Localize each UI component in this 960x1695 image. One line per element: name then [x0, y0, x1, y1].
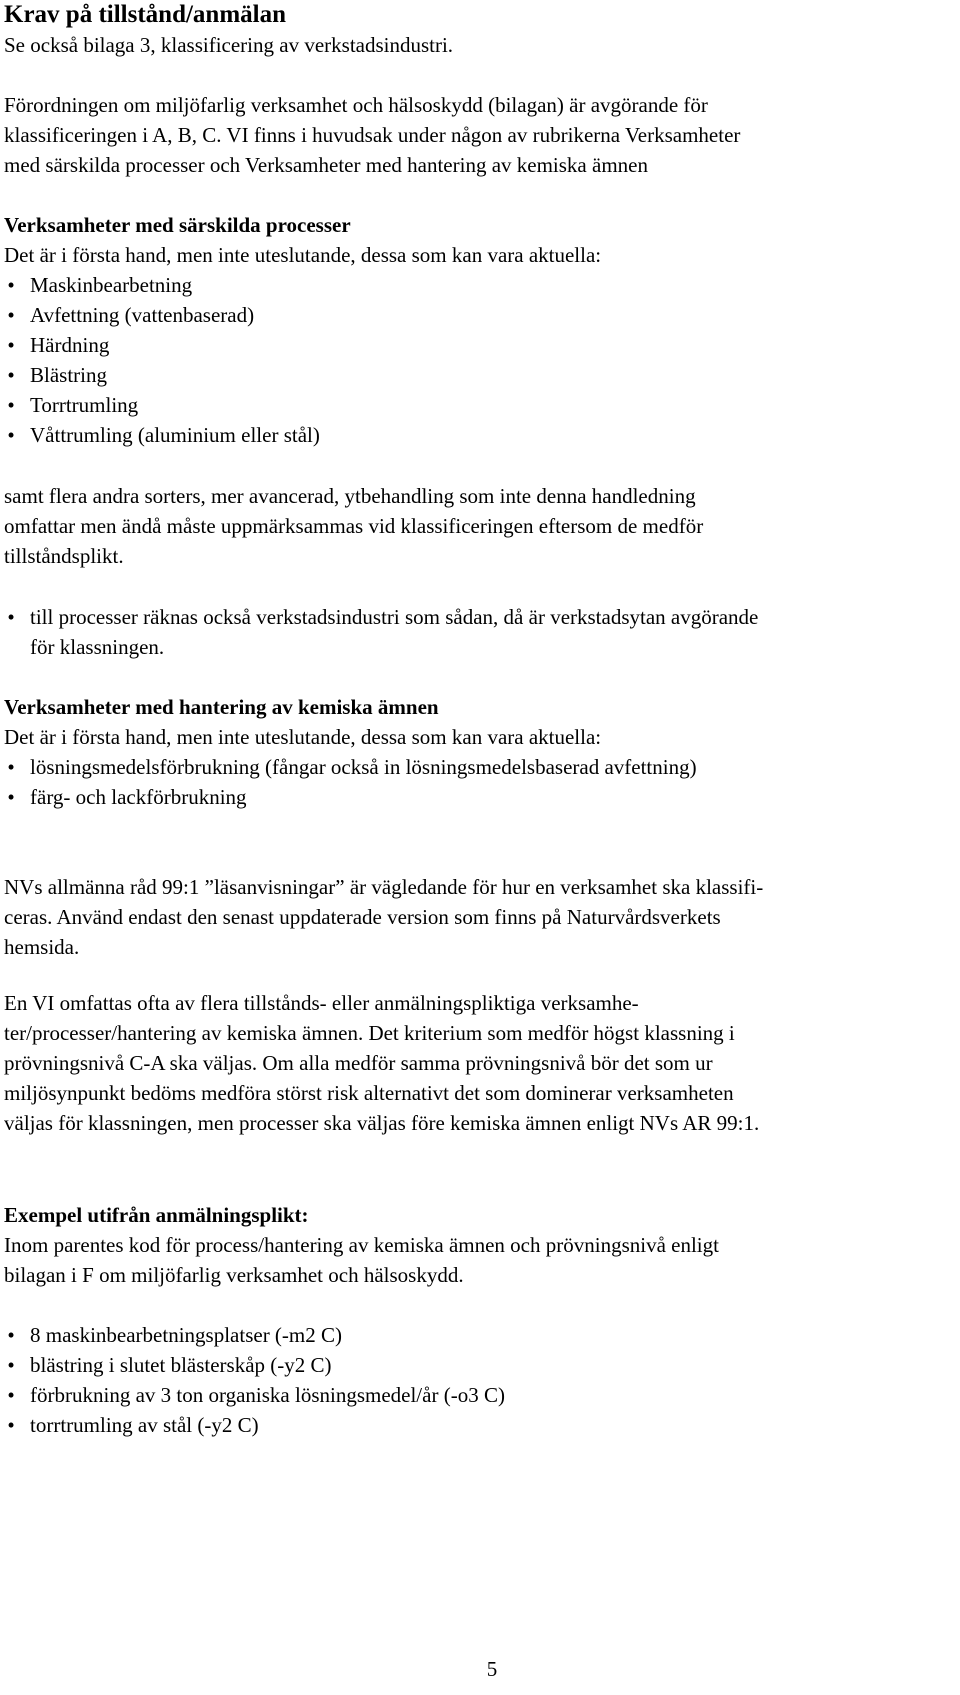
paragraph-line: ter/processer/hantering av kemiska ämnen. Det kriterium som medför högst klassning i: [4, 1021, 735, 1045]
example-section: [4, 1200, 954, 1290]
list-item: • Blästring: [4, 360, 954, 390]
paragraph-line: tillståndsplikt.: [4, 544, 124, 568]
list-item: • Torrtrumling: [4, 390, 954, 420]
chemicals-heading: Verksamheter med hantering av kemiska ämnen: [4, 695, 439, 719]
bullet-icon: •: [7, 1413, 15, 1437]
page-title: Krav på tillstånd/anmälan: [4, 1, 286, 28]
example-list-block: [4, 1320, 954, 1440]
paragraph-line: väljas för klassningen, men processer ska väljas före kemiska ämnen enligt NVs AR 99:1.: [4, 1111, 760, 1135]
list-item: • färg- och lackförbrukning: [4, 782, 954, 812]
chemicals-section: [4, 692, 954, 812]
bullet-icon: •: [7, 785, 15, 809]
paragraph-line: hemsida.: [4, 935, 80, 959]
vi-paragraph: [4, 988, 954, 1138]
processes-lead: Det är i första hand, men inte uteslutande, dessa som kan vara aktuella:: [4, 243, 602, 267]
paragraph-line: ceras. Använd endast den senast uppdaterade version som finns på Naturvårdsverkets: [4, 905, 721, 929]
bullet-icon: •: [7, 363, 15, 387]
example-heading: Exempel utifrån anmälningsplikt:: [4, 1203, 309, 1227]
nv-paragraph: [4, 872, 954, 962]
list-item: • Maskinbearbetning: [4, 270, 954, 300]
list-item: • Härdning: [4, 330, 954, 360]
processes-heading: Verksamheter med särskilda processer: [4, 213, 351, 237]
intro-paragraph: [4, 90, 954, 180]
list-item: • 8 maskinbearbetningsplatser (-m2 C): [4, 1320, 954, 1350]
list-item: • förbrukning av 3 ton organiska lösningsmedel/år (-o3 C): [4, 1380, 954, 1410]
list-item: • Våttrumling (aluminium eller stål): [4, 420, 954, 450]
title-block: [4, 0, 954, 60]
page-number: 5: [486, 1657, 498, 1681]
list-item: • till processer räknas också verkstadsindustri som sådan, då är verkstadsytan avgörande: [4, 602, 954, 632]
paragraph-line: miljösynpunkt bedöms medföra störst risk alternativt det som dominerar verksamheten: [4, 1081, 734, 1105]
bullet-icon: •: [7, 423, 15, 447]
list-item-continuation: för klassningen.: [30, 635, 165, 659]
bullet-icon: •: [7, 1323, 15, 1347]
paragraph-line: prövningsnivå C-A ska väljas. Om alla medför samma prövningsnivå bör det som ur: [4, 1051, 713, 1075]
paragraph-line: omfattar men ändå måste uppmärksammas vid klassificeringen eftersom de medför: [4, 514, 704, 538]
chemicals-lead: Det är i första hand, men inte uteslutande, dessa som kan vara aktuella:: [4, 725, 602, 749]
subtitle: Se också bilaga 3, klassificering av verkstadsindustri.: [4, 33, 454, 57]
bullet-icon: •: [7, 333, 15, 357]
example-list: [4, 1320, 954, 1440]
bullet-icon: •: [7, 605, 15, 629]
bullet-icon: •: [7, 393, 15, 417]
bullet-icon: •: [7, 755, 15, 779]
intro-line: Förordningen om miljöfarlig verksamhet och hälsoskydd (bilagan) är avgörande för: [4, 93, 708, 117]
bullet-icon: •: [7, 1353, 15, 1377]
list-item: • lösningsmedelsförbrukning (fångar också in lösningsmedelsbaserad avfettning): [4, 752, 954, 782]
processes-note: [4, 602, 954, 662]
bullet-icon: •: [7, 273, 15, 297]
bullet-icon: •: [7, 1383, 15, 1407]
list-item: • torrtrumling av stål (-y2 C): [4, 1410, 954, 1440]
processes-after-paragraph: [4, 481, 954, 571]
bullet-icon: •: [7, 303, 15, 327]
intro-line: med särskilda processer och Verksamheter med hantering av kemiska ämnen: [4, 153, 648, 177]
intro-line: klassificeringen i A, B, C. VI finns i huvudsak under någon av rubrikerna Verksamheter: [4, 123, 741, 147]
example-lead-line: bilagan i F om miljöfarlig verksamhet och hälsoskydd.: [4, 1263, 464, 1287]
example-lead-line: Inom parentes kod för process/hantering av kemiska ämnen och prövningsnivå enligt: [4, 1233, 719, 1257]
paragraph-line: En VI omfattas ofta av flera tillstånds- eller anmälningspliktiga verksamhe-: [4, 991, 639, 1015]
paragraph-line: samt flera andra sorters, mer avancerad, ytbehandling som inte denna handledning: [4, 484, 696, 508]
paragraph-line: NVs allmänna råd 99:1 ”läsanvisningar” är vägledande för hur en verksamhet ska klassifi-: [4, 875, 764, 899]
processes-section: [4, 210, 954, 450]
list-item: • blästring i slutet blästerskåp (-y2 C): [4, 1350, 954, 1380]
chemicals-list: [4, 752, 954, 812]
list-item: • Avfettning (vattenbaserad): [4, 300, 954, 330]
processes-list: [4, 270, 954, 450]
